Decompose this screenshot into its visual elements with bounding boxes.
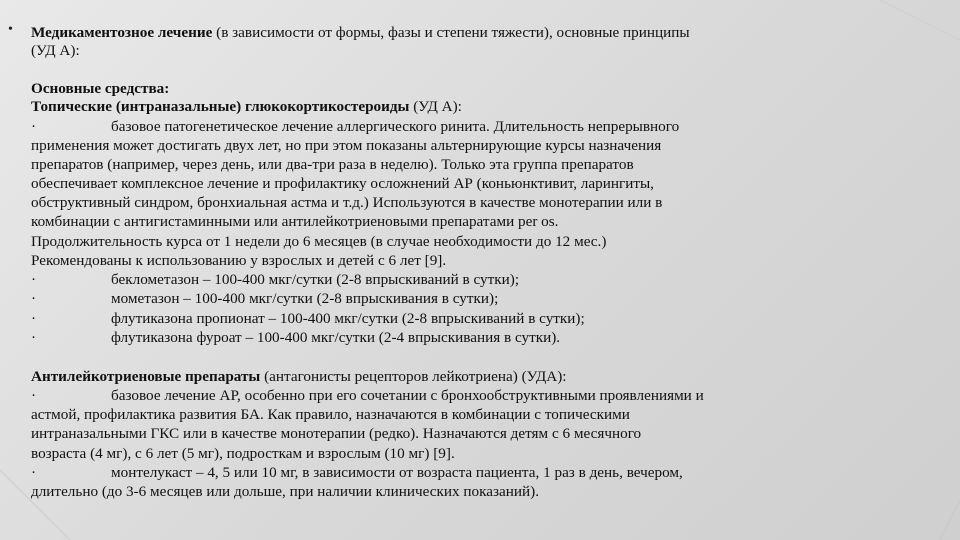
drug-dot: · <box>31 271 37 288</box>
heading-bold: Медикаментозное лечение <box>31 24 213 41</box>
drug-dot: · <box>31 290 37 307</box>
section1-line-7: Рекомендованы к использованию у взрослых и детей с 6 лет [9]. <box>31 252 447 269</box>
section2-title-bold: Антилейкотриеновые препараты <box>31 368 261 385</box>
section1-subtitle-bold: Топические (интраназальные) глюкокортикостероиды <box>31 98 410 115</box>
drug-text: флутиказона пропионат – 100-400 мкг/сутки (2-8 впрыскиваний в сутки); <box>111 310 585 327</box>
heading-line-2: (УД А): <box>31 42 80 59</box>
section1-dot: · <box>31 118 37 135</box>
drug-dot: · <box>31 329 37 346</box>
section2-title-rest: (антагонисты рецепторов лейкотриена) (УДА): <box>260 368 567 385</box>
section2-title <box>31 368 911 387</box>
section1-text: базовое патогенетическое лечение аллергического ринита. Длительность непрерывного <box>111 118 680 135</box>
drug-item <box>31 271 911 290</box>
drug-text: беклометазон – 100-400 мкг/сутки (2-8 впрыскиваний в сутки); <box>111 271 520 288</box>
heading-rest: (в зависимости от формы, фазы и степени тяжести), основные принципы <box>212 24 690 41</box>
section2-drug-dot: · <box>31 464 37 481</box>
section1-line-4: обструктивный синдром, бронхиальная астма и т.д.) Используются в качестве монотерапии или в <box>31 194 663 211</box>
section1-line-6: Продолжительность курса от 1 недели до 6 месяцев (в случае необходимости до 12 мес.) <box>31 233 607 250</box>
section2-drug-text: монтелукаст – 4, 5 или 10 мг, в зависимости от возраста пациента, 1 раз в день, вечером, <box>111 464 683 481</box>
section1-line-0 <box>31 118 911 137</box>
section1-line-2: препаратов (например, через день, или два-три раза в неделю). Только эта группа препаратов <box>31 156 634 173</box>
section2-line-first <box>31 387 911 406</box>
drug-text: флутиказона фуроат – 100-400 мкг/сутки (2-4 впрыскивания в сутки). <box>111 329 561 346</box>
section2-line-0: астмой, профилактика развития БА. Как правило, назначаются в комбинации с топическими <box>31 406 630 423</box>
section1-line-1: применения может достигать двух лет, но при этом показаны альтернирующие курсы назначения <box>31 137 662 154</box>
heading-line-1 <box>31 24 911 43</box>
drug-item <box>31 329 911 348</box>
section2-line-1: интраназальными ГКС или в качестве монотерапии (редко). Назначаются детям с 6 месячного <box>31 425 642 442</box>
drug-item <box>31 290 911 309</box>
section1-subtitle <box>31 98 911 117</box>
section2-text: базовое лечение АР, особенно при его сочетании с бронхообструктивными проявлениями и <box>111 387 704 404</box>
section2-drug <box>31 464 911 483</box>
drug-dot: · <box>31 310 37 327</box>
drug-text: мометазон – 100-400 мкг/сутки (2-8 впрыскивания в сутки); <box>111 290 499 307</box>
section2-line-2: возраста (4 мг), с 6 лет (5 мг), подросткам и взрослым (10 мг) [9]. <box>31 445 455 462</box>
drug-item <box>31 310 911 329</box>
section2-dot: · <box>31 387 37 404</box>
section1-line-5: комбинации с антигистаминными или антилейкотриеновыми препаратами per os. <box>31 213 559 230</box>
section1-title: Основные средства: <box>31 80 170 97</box>
section1-subtitle-rest: (УД А): <box>409 98 462 115</box>
section1-line-3: обеспечивает комплексное лечение и профилактику осложнений АР (коньюнктивит, ларингиты, <box>31 175 654 192</box>
bullet-icon: • <box>8 22 13 37</box>
section2-last-line: длительно (до 3-6 месяцев или дольше, при наличии клинических показаний). <box>31 483 540 500</box>
